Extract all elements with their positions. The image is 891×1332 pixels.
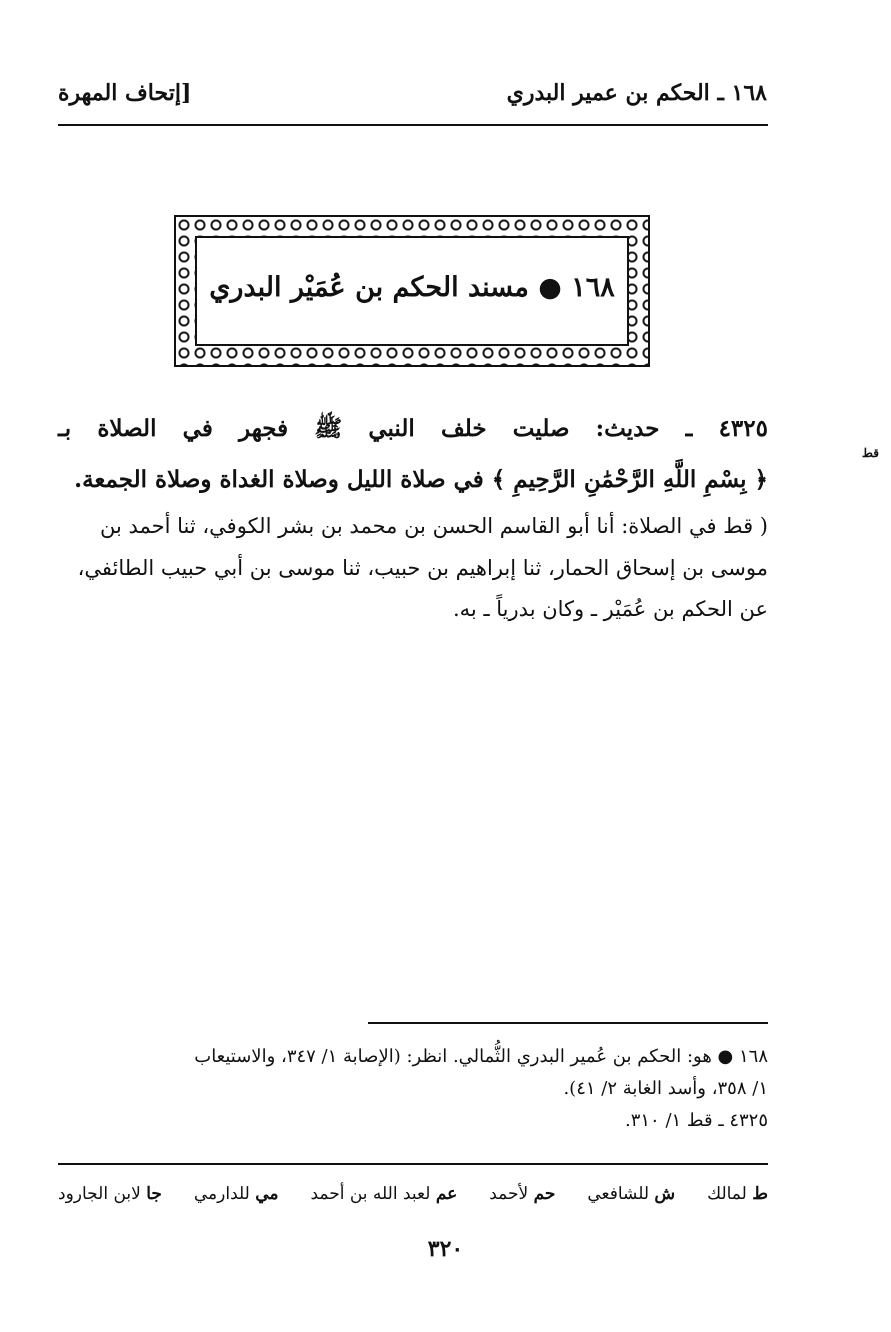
running-header-book: [إتحاف المهرة [58, 80, 192, 106]
running-header-title: ١٦٨ ـ الحكم بن عمير البدري [506, 80, 767, 106]
hadith-line-2: ﴿ بِسْمِ اللَّهِ الرَّحْمَٰنِ الرَّحِيمِ ﴾ في صلاة الليل وصلاة الغداة وصلاة الجمعة. [74, 466, 768, 493]
footnote-line-2: ١/ ٣٥٨، وأسد الغابة ٢/ ٤١). [563, 1078, 768, 1099]
legend-item: حم لأحمد [489, 1184, 556, 1204]
legend-divider [58, 1163, 768, 1165]
source-marker: قط [861, 446, 879, 460]
hadith-line-1: ٤٣٢٥ ـ حديث: صليت خلف النبي ﷺ فجهر في الصلاة بـ [58, 415, 768, 442]
header-divider [58, 124, 768, 126]
isnad-line-1: ( قط في الصلاة: أنا أبو القاسم الحسن بن محمد بن بشر الكوفي، ثنا أحمد بن [99, 514, 768, 538]
legend-item: ط لمالك [707, 1184, 768, 1204]
page-number: ٣٢٠ [427, 1236, 464, 1262]
legend-item: جا لابن الجارود [58, 1184, 162, 1204]
isnad-line-3: عن الحكم بن عُمَيْر ـ وكان بدرياً ـ به. [453, 597, 768, 621]
legend-item: عم لعبد الله بن أحمد [310, 1184, 458, 1204]
legend-item: مي للدارمي [193, 1184, 279, 1204]
abbreviation-legend [58, 1184, 768, 1204]
footnote-divider [368, 1022, 768, 1024]
legend-item: ش للشافعي [587, 1184, 676, 1204]
isnad-line-2: موسى بن إسحاق الحمار، ثنا إبراهيم بن حبيب، ثنا موسى بن أبي حبيب الطائفي، [77, 556, 768, 580]
footnote-line-3: ٤٣٢٥ ـ قط ١/ ٣١٠. [624, 1110, 768, 1131]
section-title: ١٦٨ ● مسند الحكم بن عُمَيْر البدري [209, 272, 615, 303]
footnote-line-1: ١٦٨ ● هو: الحكم بن عُمير البدري الثُّمالي. انظر: (الإصابة ١/ ٣٤٧، والاستيعاب [194, 1046, 768, 1067]
